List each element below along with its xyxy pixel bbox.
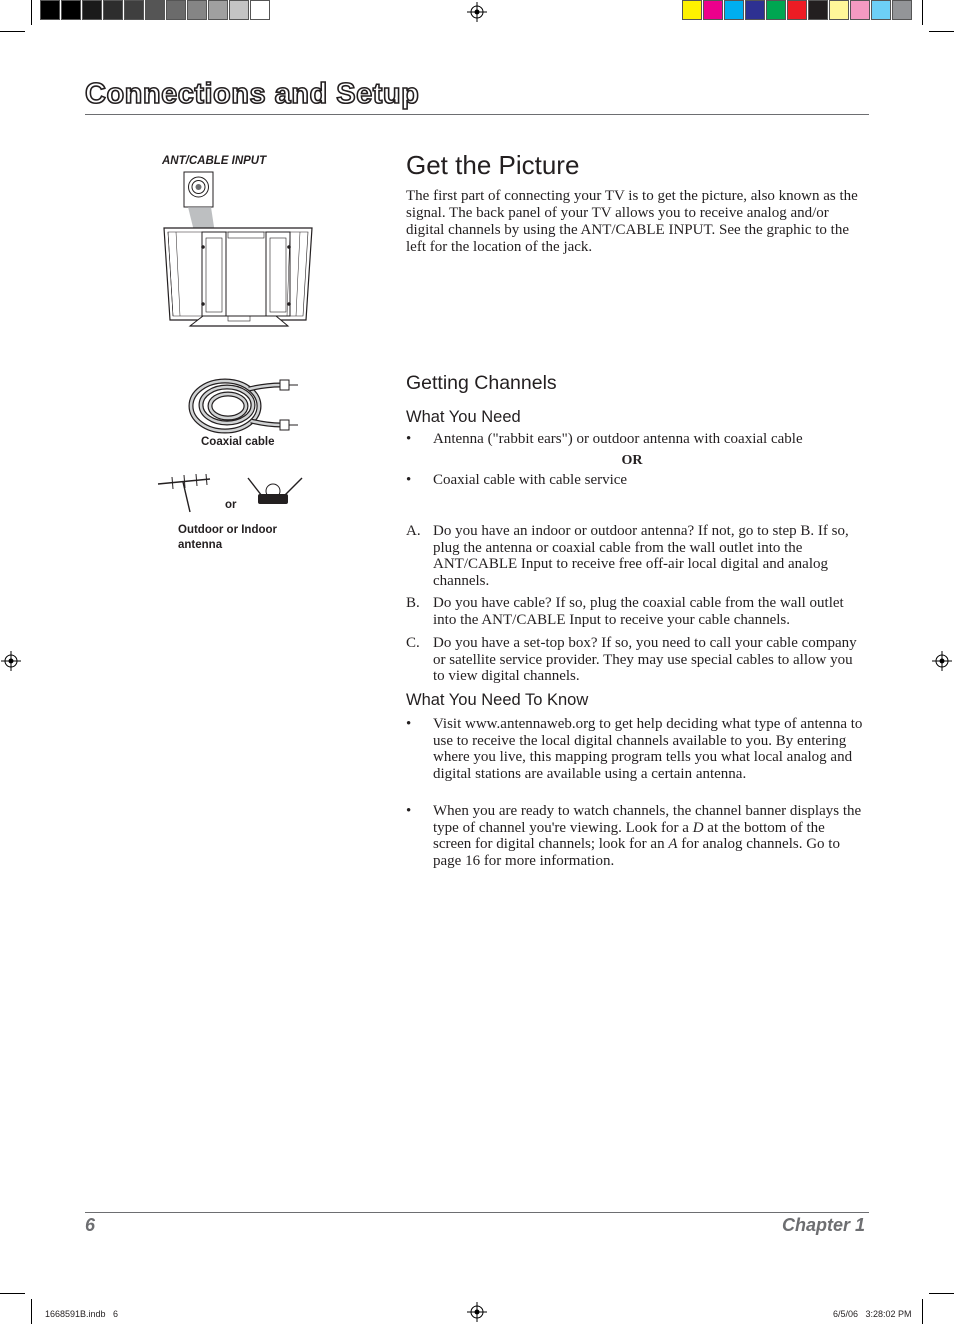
color-bar [682,0,913,22]
list-item [406,803,866,869]
grayscale-bar [40,0,271,22]
section-title: Connections and Setup [85,78,420,110]
step-marker: C. [406,635,420,651]
color-swatch [208,0,228,20]
antenna-label-line: antenna [178,539,223,551]
color-swatch [145,0,165,20]
crop-mark [31,0,32,25]
page-number: 6 [85,1215,96,1235]
outdoor-antenna-icon [156,474,228,514]
coaxial-cable-label: Coaxial cable [201,436,275,448]
crop-mark [0,31,25,32]
color-swatch [850,0,870,20]
crop-mark [31,1299,32,1324]
list-item [406,472,866,489]
text-run: When you are ready to watch channels, the channel banner displays the type of channel you're viewing. Look for a [433,803,862,836]
registration-mark-icon [467,1302,487,1322]
bullet-marker: • [406,716,412,732]
registration-mark-icon [1,651,21,671]
header-rule [85,114,869,115]
color-swatch [187,0,207,20]
list-item [406,431,866,448]
text-run: at the bottom of the screen for digital channels; look for an [433,819,825,853]
antenna-label-line: Outdoor or Indoor [178,524,278,536]
color-swatch [787,0,807,20]
list-item-text: Visit www.antennaweb.org to get help deciding what type of antenna to use to receive the local digital channels available to you. By entering where you live, this mapping program tells you what local analog and digital stations are available using a certain antenna. [433,716,863,782]
color-swatch [250,0,270,20]
list-item-text: Coaxial cable with cable service [433,472,628,488]
color-swatch [166,0,186,20]
step-marker: B. [406,595,420,611]
color-swatch [40,0,60,20]
bullet-marker: • [406,472,412,488]
color-swatch [871,0,891,20]
analog-indicator-letter: A [668,836,678,853]
color-swatch [61,0,81,20]
color-swatch [124,0,144,20]
footer-rule [85,1212,869,1213]
date-slug: 6/5/06 3:28:02 PM [833,1309,912,1319]
color-swatch [808,0,828,20]
indoor-antenna-icon [240,476,306,506]
or-divider: OR [621,453,643,468]
bullet-marker: • [406,431,412,447]
or-label: or [225,499,237,511]
chapter-label: Chapter 1 [781,1215,865,1235]
getting-channels-heading: Getting Channels [406,372,557,394]
color-swatch [829,0,849,20]
color-swatch [766,0,786,20]
step-item [406,635,866,685]
color-swatch [103,0,123,20]
list-item-text [433,803,866,869]
step-marker: A. [406,523,421,539]
file-slug: 1668591B.indb 6 [45,1309,119,1319]
color-swatch [703,0,723,20]
color-swatch [745,0,765,20]
step-item [406,523,866,589]
crop-mark [0,1293,25,1294]
get-the-picture-heading: Get the Picture [406,150,580,180]
text-run: for analog channels. Go to page 16 for more information. [433,836,840,869]
tv-back-panel-illustration [158,170,318,335]
step-text: Do you have cable? If so, plug the coaxial cable from the wall outlet into the ANT/CABLE Input to receive your cable channels. [433,595,844,628]
registration-mark-icon [932,651,952,671]
step-text: Do you have an indoor or outdoor antenna? If not, go to step B. If so, plug the antenna or coaxial cable from the wall outlet into the ANT/CABLE Input to receive free off-air local digital and analog channels. [433,523,849,589]
list-item-text: Antenna ("rabbit ears") or outdoor antenna with coaxial cable [433,431,803,447]
color-swatch [724,0,744,20]
step-text: Do you have a set-top box? If so, you need to call your cable company or satellite service provider. They may use special cables to allow you to view digital channels. [433,635,857,685]
crop-mark [929,31,954,32]
crop-mark [922,1299,923,1324]
digital-indicator-letter: D [692,819,704,836]
crop-mark [922,0,923,25]
crop-mark [929,1293,954,1294]
color-swatch [82,0,102,20]
antenna-label [178,523,277,553]
bullet-marker: • [406,803,412,819]
coaxial-cable-icon [185,375,300,437]
get-the-picture-paragraph: The first part of connecting your TV is to get the picture, also known as the signal. The back panel of your TV allows you to receive analog and/or digital channels by using the ANT/CABLE INPUT. See the graphic to the left for the location of the jack. [406,188,858,255]
registration-mark-icon [467,2,487,22]
step-item [406,595,866,628]
what-you-need-heading: What You Need [406,408,521,426]
color-swatch [892,0,912,20]
ant-cable-input-label: ANT/CABLE INPUT [162,155,267,167]
color-swatch [682,0,702,20]
list-item [406,716,866,782]
color-swatch [229,0,249,20]
what-you-need-to-know-heading: What You Need To Know [406,691,589,709]
